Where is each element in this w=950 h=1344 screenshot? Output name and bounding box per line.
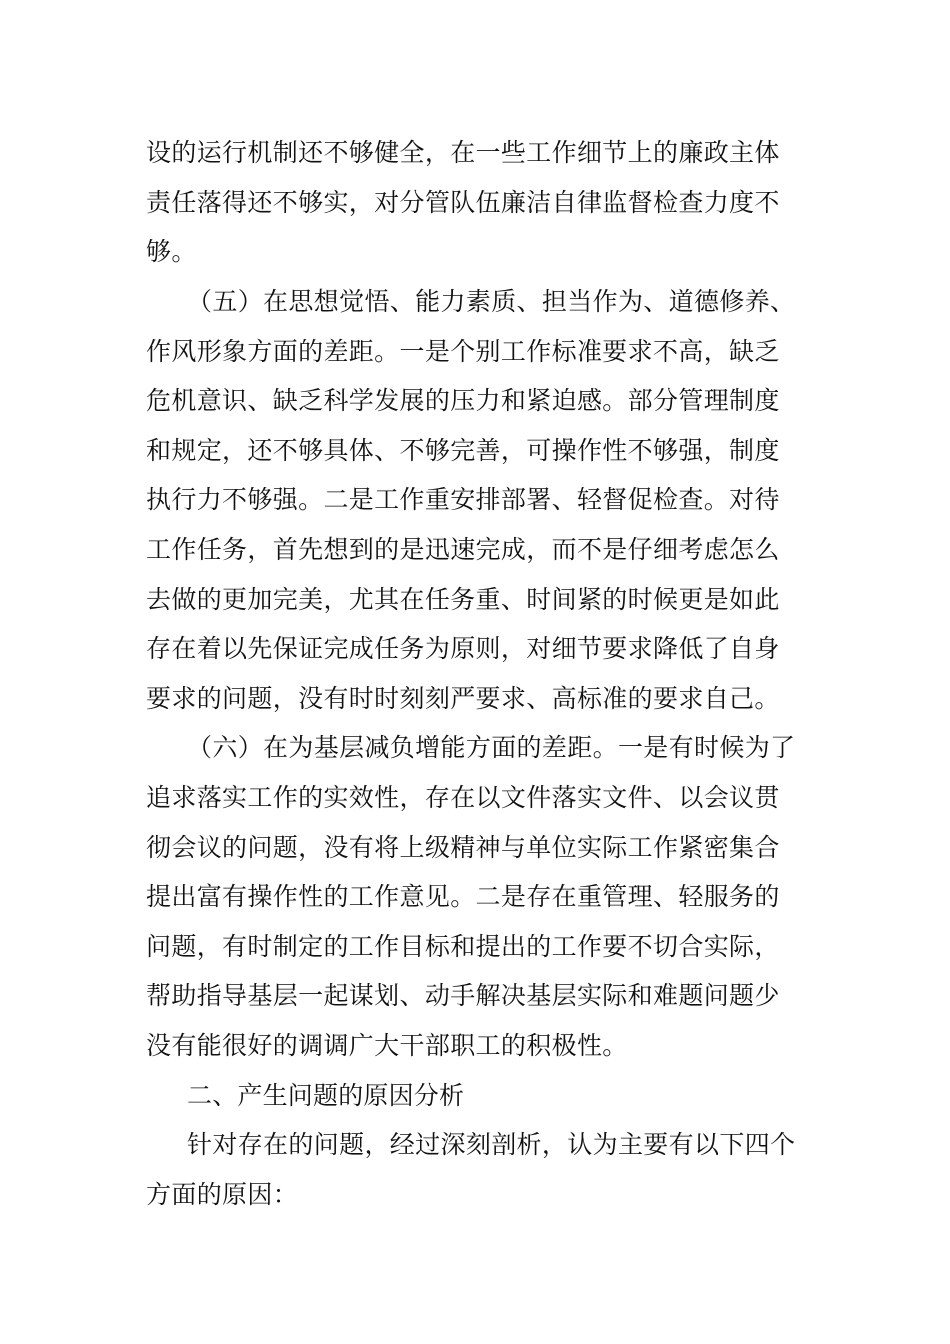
paragraph-6-heading-line: （六）在为基层减负增能方面的差距。一是有时候为了	[187, 733, 796, 762]
text-line: 设的运行机制还不够健全，在一些工作细节上的廉政主体	[146, 138, 780, 167]
text-line: 彻会议的问题，没有将上级精神与单位实际工作紧密集合	[146, 833, 780, 862]
text-line: 作风形象方面的差距。一是个别工作标准要求不高，缺乏	[146, 337, 780, 366]
text-line: 要求的问题，没有时时刻刻严要求、高标准的要求自己。	[146, 684, 780, 713]
text-line: 执行力不够强。二是工作重安排部署、轻督促检查。对待	[146, 485, 780, 514]
text-line: 针对存在的问题，经过深刻剖析，认为主要有以下四个	[187, 1130, 796, 1159]
section-heading: 二、产生问题的原因分析	[187, 1081, 465, 1110]
text-line: 去做的更加完美，尤其在任务重、时间紧的时候更是如此	[146, 585, 780, 614]
text-line: 责任落得还不够实，对分管队伍廉洁自律监督检查力度不	[146, 188, 780, 217]
text-line: 提出富有操作性的工作意见。二是存在重管理、轻服务的	[146, 882, 780, 911]
text-line: 和规定，还不够具体、不够完善，可操作性不够强，制度	[146, 436, 780, 465]
text-line: 问题，有时制定的工作目标和提出的工作要不切合实际，	[146, 932, 780, 961]
text-line: 工作任务，首先想到的是迅速完成，而不是仔细考虑怎么	[146, 535, 780, 564]
text-line: 方面的原因：	[146, 1180, 299, 1209]
text-line: 没有能很好的调调广大干部职工的积极性。	[146, 1031, 628, 1060]
paragraph-5-heading-line: （五）在思想觉悟、能力素质、担当作为、道德修养、	[187, 287, 796, 316]
text-line: 存在着以先保证完成任务为原则，对细节要求降低了自身	[146, 634, 780, 663]
text-line: 危机意识、缺乏科学发展的压力和紧迫感。部分管理制度	[146, 386, 780, 415]
text-line: 帮助指导基层一起谋划、动手解决基层实际和难题问题少	[146, 981, 780, 1010]
text-line: 够。	[146, 237, 197, 266]
text-line: 追求落实工作的实效性，存在以文件落实文件、以会议贯	[146, 783, 780, 812]
